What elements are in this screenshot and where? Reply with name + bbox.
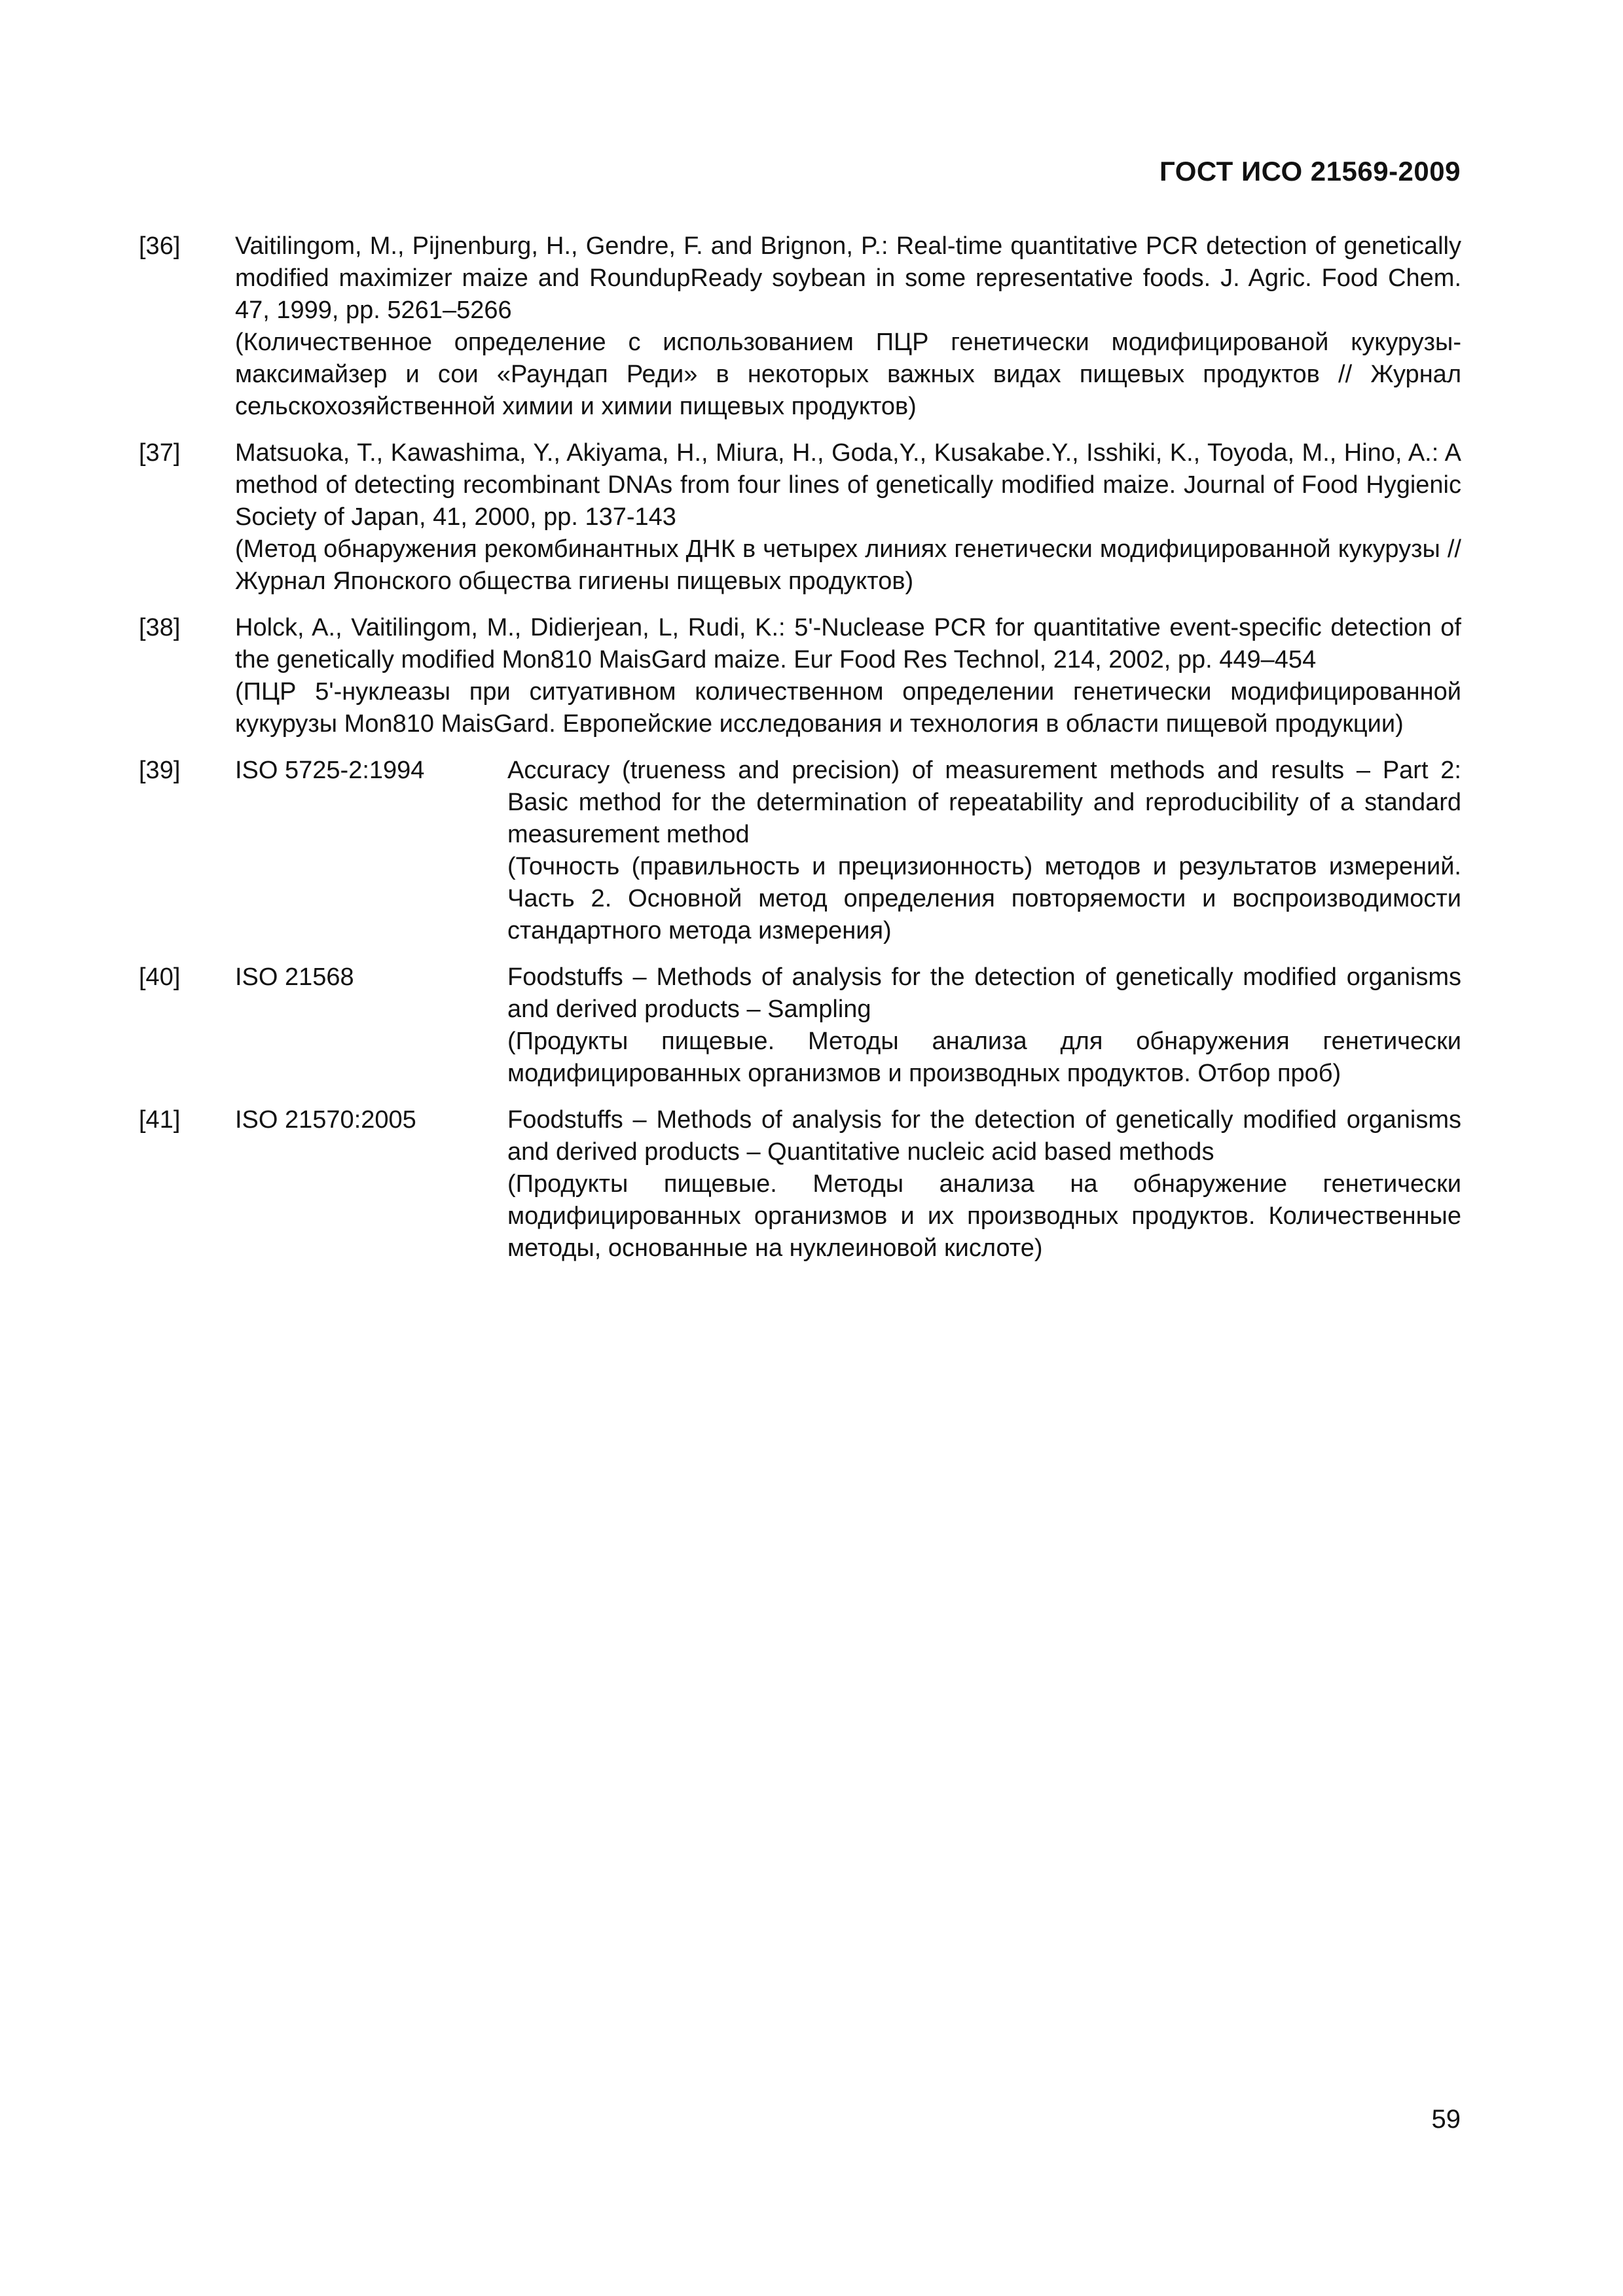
reference-item: [139, 437, 1461, 598]
reference-item: [139, 1104, 1461, 1265]
standard-designation: ISO 21570:2005: [235, 1106, 416, 1134]
reference-body: [507, 1104, 1461, 1265]
reference-body: [507, 755, 1461, 947]
reference-number: [41]: [139, 1106, 181, 1134]
reference-citation: Vaitilingom, M., Pijnenburg, H., Gendre, F. and Brignon, P.: Real-time quantitative PCR detection of genetically modified maximizer maize and RoundupReady soybean in some representative foods. J. Agric. Food Chem. 47, 1999, pp. 5261–5266: [235, 232, 1461, 324]
reference-translation: (Продукты пищевые. Методы анализа на обнаружение генетически модифицированных организмов и их производных продуктов. Количественные методы, основанные на нуклеиновой кислоте): [507, 1170, 1461, 1262]
standard-designation: ISO 5725-2:1994: [235, 757, 425, 784]
reference-body: [235, 230, 1461, 423]
reference-citation: Matsuoka, T., Kawashima, Y., Akiyama, H., Miura, H., Goda,Y., Kusakabe.Y., Isshiki, K., Toyoda, M., Hino, A.: A method of detecting recombinant DNAs from four lines of genetically modified maize. Journal of Food Hygienic Society of Japan, 41, 2000, pp. 137-143: [235, 439, 1461, 531]
bibliography-list: [139, 230, 1461, 1279]
reference-title: Foodstuffs – Methods of analysis for the detection of genetically modified organisms and derived products – Quantitative nucleic acid based methods: [507, 1106, 1461, 1166]
reference-number: [38]: [139, 614, 181, 641]
reference-citation: Holck, A., Vaitilingom, M., Didierjean, L, Rudi, K.: 5'-Nuclease PCR for quantitative event-specific detection of the genetically modified Mon810 MaisGard maize. Eur Food Res Technol, 214, 2002, pp. 449–454: [235, 614, 1461, 673]
reference-translation: (ПЦР 5'-нуклеазы при ситуативном количественном определении генетически модифицированной кукурузы Mon810 MaisGard. Европейские исследования и технология в области пищевой продукции): [235, 678, 1461, 738]
document-code-header: ГОСТ ИСО 21569-2009: [1159, 156, 1461, 187]
reference-item: [139, 612, 1461, 740]
reference-translation: (Точность (правильность и прецизионность) методов и результатов измерений. Часть 2. Основной метод определения повторяемости и воспроизводимости стандартного метода измерения): [507, 853, 1461, 944]
reference-number: [37]: [139, 439, 181, 467]
reference-number: [36]: [139, 232, 181, 260]
reference-body: [507, 961, 1461, 1090]
reference-number: [40]: [139, 963, 181, 991]
reference-number: [39]: [139, 757, 181, 784]
reference-item: [139, 755, 1461, 947]
reference-translation: (Продукты пищевые. Методы анализа для обнаружения генетически модифицированных организмов и производных продуктов. Отбор проб): [507, 1028, 1461, 1087]
reference-body: [235, 437, 1461, 598]
reference-translation: (Метод обнаружения рекомбинантных ДНК в четырех линиях генетически модифицированной кукурузы // Журнал Японского общества гигиены пищевых продуктов): [235, 535, 1461, 595]
reference-translation: (Количественное определение с использованием ПЦР генетически модифицированой кукурузы-максимайзер и сои «Раундап Реди» в некоторых важных видах пищевых продуктов // Журнал сельскохозяйственной химии и химии пищевых продуктов): [235, 329, 1461, 420]
reference-item: [139, 230, 1461, 423]
reference-item: [139, 961, 1461, 1090]
reference-title: Foodstuffs – Methods of analysis for the detection of genetically modified organisms and derived products – Sampling: [507, 963, 1461, 1023]
standard-designation: ISO 21568: [235, 963, 354, 991]
reference-title: Accuracy (trueness and precision) of measurement methods and results – Part 2: Basic method for the determination of repeatability and reproducibility of a standard measurement method: [507, 757, 1461, 848]
page-number: 59: [1431, 2105, 1461, 2134]
reference-body: [235, 612, 1461, 740]
